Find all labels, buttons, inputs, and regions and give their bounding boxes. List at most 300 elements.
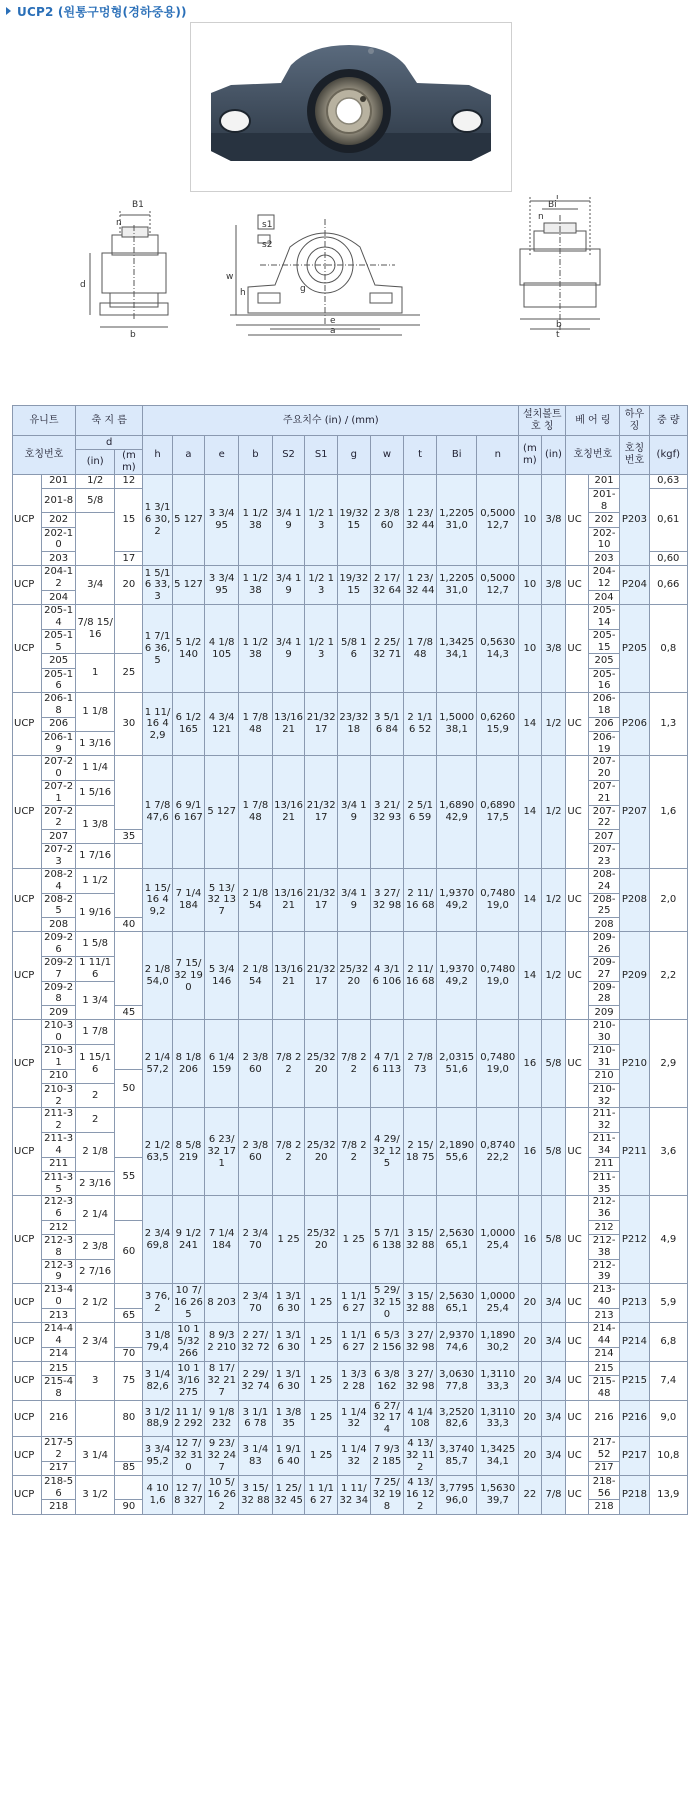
bearing-no: 207 [588,830,619,844]
shaft-d-in: 2 [75,1108,114,1133]
bolt-mm: 16 [519,1108,541,1196]
unit-no: 204-12 [42,566,76,591]
dim-w: 6 27/32 174 [370,1400,404,1436]
unit-no: 210 [42,1069,76,1083]
dim-b: 1 7/8 48 [239,756,273,869]
dim-w: 3 5/16 84 [370,693,404,756]
unit-prefix: UCP [13,1284,42,1323]
dim-bi: 3,7795 96,0 [436,1475,476,1514]
bolt-in: 3/8 [541,605,566,693]
bearing-no: 205-15 [588,629,619,654]
dim-s1: 21/32 17 [305,869,338,932]
dim-h: 3 1/4 82,6 [143,1361,172,1400]
shaft-d-mm: 25 [115,654,143,693]
dim-bi: 1,2205 31,0 [436,566,476,605]
dim-n: 0,5630 14,3 [477,605,519,693]
bolt-in: 5/8 [541,1196,566,1284]
bearing-no: 209-27 [588,957,619,982]
dim-w: 4 29/32 125 [370,1108,404,1196]
table-row [13,932,688,957]
bearing-prefix: UC [566,1361,588,1400]
bearing-no: 205 [588,654,619,668]
dim-e: 8 17/32 217 [205,1361,239,1400]
dim-s2: 1 25/32 45 [272,1475,305,1514]
housing-no: P205 [620,605,649,693]
page-title: UCP2 (원통구멍형(경하중용)) [17,4,187,19]
bearing-no: 207-23 [588,844,619,869]
shaft-d-in: 2 1/2 [75,1284,114,1323]
weight: 0,61 [649,488,687,551]
shaft-d-in: 1 5/8 [75,932,114,957]
dim-s2: 1 3/8 35 [272,1400,305,1436]
table-row [13,1437,688,1462]
shaft-d-mm: 40 [115,918,143,932]
bearing-no: 202-10 [588,527,619,552]
shaft-d-mm: 30 [115,693,143,756]
bearing-no: 212 [588,1220,619,1234]
unit-prefix: UCP [13,869,42,932]
dim-t: 2 5/16 59 [404,756,437,869]
bolt-in: 1/2 [541,932,566,1020]
shaft-d-in: 5/8 [75,488,114,513]
dim-b: 1 1/2 38 [239,566,273,605]
bearing-no: 202 [588,513,619,527]
shaft-d-in: 2 1/4 [75,1196,114,1235]
dim-g: 1 25 [337,1196,370,1284]
side-view-drawing [80,200,168,340]
shaft-d-in: 1 1/8 [75,693,114,732]
shaft-d-mm: 70 [115,1347,143,1361]
shaft-d-mm [115,932,143,1006]
dim-a: 12 7/32 310 [172,1437,205,1476]
bearing-prefix: UC [566,869,588,932]
header-e: e [205,436,239,475]
unit-no: 212-39 [42,1259,76,1284]
unit-no: 211 [42,1157,76,1171]
weight: 0,63 [649,474,687,488]
bolt-in: 3/8 [541,566,566,605]
housing-no: P217 [620,1437,649,1476]
dim-s2: 13/16 21 [272,932,305,1020]
table-row [13,869,688,894]
bearing-no: 212-39 [588,1259,619,1284]
unit-no: 213-40 [42,1284,76,1309]
dim-t: 2 11/16 68 [404,869,437,932]
dim-g: 5/8 16 [337,605,370,693]
bolt-mm: 10 [519,474,541,566]
dim-e: 7 1/4 184 [205,1196,239,1284]
dim-a: 10 15/32 266 [172,1323,205,1362]
dim-s2: 3/4 19 [272,474,305,566]
weight: 2,0 [649,869,687,932]
dim-g: 3/4 19 [337,756,370,869]
bolt-mm: 14 [519,869,541,932]
dim-a: 5 127 [172,566,205,605]
dim-a: 9 1/2 241 [172,1196,205,1284]
table-row [13,1284,688,1309]
shaft-d-in: 1 9/16 [75,893,114,932]
shaft-d-in: 3/4 [75,566,114,605]
bearing-no: 207-22 [588,805,619,830]
unit-no: 202 [42,513,76,527]
dim-s1: 1 25 [305,1437,338,1476]
bearing-no: 203 [588,552,619,566]
bolt-mm: 22 [519,1475,541,1514]
shaft-d-mm [115,1437,143,1462]
bearing-no: 201 [588,474,619,488]
header-unit-no: 호칭번호 [13,436,76,475]
dim-t: 2 11/16 68 [404,932,437,1020]
shaft-d-mm: 55 [115,1157,143,1196]
header-bolt-in: (in) [541,436,566,475]
dim-s2: 1 3/16 30 [272,1284,305,1323]
unit-no: 204 [42,590,76,604]
dim-g: 1 1/4 32 [337,1437,370,1476]
dim-w: 4 3/16 106 [370,932,404,1020]
dim-bi: 3,0630 77,8 [436,1361,476,1400]
housing-no: P215 [620,1361,649,1400]
dim-b: 3 15/32 88 [239,1475,273,1514]
unit-prefix: UCP [13,1323,42,1362]
shaft-d-in [75,1400,114,1436]
dim-bi: 1,9370 49,2 [436,932,476,1020]
dim-b: 2 1/8 54 [239,869,273,932]
dim-e: 6 23/32 171 [205,1108,239,1196]
dim-s1: 21/32 17 [305,693,338,756]
label-w: w [226,272,234,282]
bearing-no: 213 [588,1308,619,1322]
shaft-d-mm: 15 [115,488,143,551]
unit-no: 207 [42,830,76,844]
header-d: d [75,436,142,450]
dim-bi: 2,9370 74,6 [436,1323,476,1362]
bearing-prefix: UC [566,1323,588,1362]
bearing-no: 206-19 [588,731,619,756]
shaft-d-mm: 75 [115,1361,143,1400]
dim-s1: 1 25 [305,1361,338,1400]
dim-a: 8 1/8 206 [172,1020,205,1108]
dim-bi: 3,3740 85,7 [436,1437,476,1476]
housing-no: P210 [620,1020,649,1108]
unit-no: 208-25 [42,893,76,918]
header-d-in: (in) [75,450,114,475]
dim-b: 2 3/4 70 [239,1196,273,1284]
unit-prefix: UCP [13,1400,42,1436]
shaft-d-in: 2 3/8 [75,1235,114,1260]
bearing-no: 209-28 [588,981,619,1006]
dim-s1: 25/32 20 [305,1108,338,1196]
bearing-no: 214 [588,1347,619,1361]
header-a: a [172,436,205,475]
label-a: a [330,326,336,336]
bolt-mm: 14 [519,693,541,756]
bearing-prefix: UC [566,932,588,1020]
unit-no: 208 [42,918,76,932]
shaft-d-mm [115,1108,143,1157]
bearing-no: 211-32 [588,1108,619,1133]
dim-w: 7 25/32 198 [370,1475,404,1514]
shaft-d-in: 2 [75,1083,114,1108]
dim-b: 2 3/8 60 [239,1020,273,1108]
header-housing-no: 호칭 번호 [620,436,649,475]
bearing-prefix: UC [566,605,588,693]
unit-prefix: UCP [13,1108,42,1196]
bolt-in: 1/2 [541,756,566,869]
header-unit: 유니트 [13,406,76,436]
dim-s2: 13/16 21 [272,869,305,932]
weight: 3,6 [649,1108,687,1196]
dim-bi: 3,2520 82,6 [436,1400,476,1436]
bearing-prefix: UC [566,1284,588,1323]
bearing-no: 218 [588,1500,619,1514]
unit-no: 201 [42,474,76,488]
bearing-no: 208-25 [588,893,619,918]
unit-no: 203 [42,552,76,566]
bolt-in: 3/8 [541,474,566,566]
weight: 2,9 [649,1020,687,1108]
header-n: n [477,436,519,475]
dim-w: 6 5/32 156 [370,1323,404,1362]
shaft-d-mm: 65 [115,1308,143,1322]
shaft-d-in: 2 3/4 [75,1323,114,1362]
dim-t: 2 7/8 73 [404,1020,437,1108]
dim-n: 1,3110 33,3 [477,1361,519,1400]
unit-no: 205-15 [42,629,76,654]
table-row [13,756,688,781]
unit-no: 207-20 [42,756,76,781]
header-bolt-mm: (mm) [519,436,541,475]
label-n-end: n [538,212,544,222]
bolt-mm: 10 [519,605,541,693]
bolt-in: 5/8 [541,1020,566,1108]
unit-prefix: UCP [13,605,42,693]
unit-no: 211-34 [42,1132,76,1157]
unit-no: 212-36 [42,1196,76,1221]
dim-g: 19/32 15 [337,566,370,605]
unit-no: 212-38 [42,1235,76,1260]
end-view-drawing [520,195,600,340]
dim-s2: 1 3/16 30 [272,1323,305,1362]
unit-prefix: UCP [13,566,42,605]
header-s2: S2 [272,436,305,475]
dim-g: 25/32 20 [337,932,370,1020]
bolt-in: 1/2 [541,869,566,932]
housing-no: P207 [620,756,649,869]
header-bearing: 베 어 링 [566,406,620,436]
unit-prefix: UCP [13,693,42,756]
bolt-in: 3/4 [541,1437,566,1476]
dim-bi: 2,0315 51,6 [436,1020,476,1108]
table-row [13,1323,688,1348]
dim-g: 1 11/32 34 [337,1475,370,1514]
dim-a: 8 5/8 219 [172,1108,205,1196]
housing-no: P208 [620,869,649,932]
unit-no: 201-8 [42,488,76,513]
dim-n: 0,8740 22,2 [477,1108,519,1196]
header-b: b [239,436,273,475]
dim-h: 2 1/8 54,0 [143,932,172,1020]
unit-no: 217-52 [42,1437,76,1462]
header-t: t [404,436,437,475]
shaft-d-mm: 17 [115,552,143,566]
header-shaft: 축 지 름 [75,406,142,436]
dim-n: 1,0000 25,4 [477,1284,519,1323]
table-row [13,1020,688,1045]
dim-a: 7 15/32 190 [172,932,205,1020]
dim-s2: 1 25 [272,1196,305,1284]
shaft-d-mm: 80 [115,1400,143,1436]
dim-w: 5 29/32 150 [370,1284,404,1323]
product-photo [190,22,512,192]
bolt-in: 5/8 [541,1108,566,1196]
weight: 7,4 [649,1361,687,1400]
shaft-d-in: 3 1/2 [75,1475,114,1514]
dim-n: 0,5000 12,7 [477,474,519,566]
bearing-prefix: UC [566,566,588,605]
unit-no: 209 [42,1006,76,1020]
dim-s2: 1 9/16 40 [272,1437,305,1476]
label-l: l [556,195,559,202]
dim-h: 1 11/16 42,9 [143,693,172,756]
dim-h: 2 3/4 69,8 [143,1196,172,1284]
bearing-prefix: UC [566,1475,588,1514]
unit-no: 208-24 [42,869,76,894]
header-d-mm: (mm) [115,450,143,475]
dim-b: 1 1/2 38 [239,605,273,693]
bearing-no: 207-20 [588,756,619,781]
unit-no: 202-10 [42,527,76,552]
dim-n: 0,5000 12,7 [477,566,519,605]
weight: 9,0 [649,1400,687,1436]
dim-b: 1 7/8 48 [239,693,273,756]
label-b-end: b [556,320,562,330]
bolt-mm: 14 [519,756,541,869]
dim-s1: 21/32 17 [305,932,338,1020]
dim-e: 9 23/32 247 [205,1437,239,1476]
bolt-mm: 20 [519,1284,541,1323]
unit-no: 218 [42,1500,76,1514]
shaft-d-in: 3 1/4 [75,1437,114,1476]
table-row [13,566,688,591]
shaft-d-in: 1 5/16 [75,781,114,806]
dim-h: 3 1/2 88,9 [143,1400,172,1436]
bolt-in: 7/8 [541,1475,566,1514]
unit-prefix: UCP [13,1437,42,1476]
housing-no: P211 [620,1108,649,1196]
shaft-d-mm: 12 [115,474,143,488]
bearing-no: 212-36 [588,1196,619,1221]
unit-no: 215 [42,1361,76,1375]
dim-t: 1 23/32 44 [404,566,437,605]
dim-e: 9 1/8 232 [205,1400,239,1436]
weight: 1,6 [649,756,687,869]
bearing-no: 209-26 [588,932,619,957]
unit-no: 207-23 [42,844,76,869]
bearing-prefix: UC [566,1400,588,1436]
weight: 6,8 [649,1323,687,1362]
dim-g: 7/8 22 [337,1020,370,1108]
unit-no: 211-32 [42,1108,76,1133]
dim-a: 7 1/4 184 [172,869,205,932]
label-s1: s1 [262,220,273,230]
bolt-in: 3/4 [541,1400,566,1436]
table-row [13,693,688,718]
dim-t: 3 15/32 88 [404,1284,437,1323]
housing-no: P216 [620,1400,649,1436]
header-bolt: 설치볼트 호 칭 [519,406,566,436]
header-housing: 하우징 [620,406,649,436]
dim-g: 1 1/16 27 [337,1284,370,1323]
shaft-d-mm [115,756,143,830]
bearing-no: 210-30 [588,1020,619,1045]
header-dims: 주요치수 (in) / (mm) [143,406,519,436]
shaft-d-in: 1 15/16 [75,1044,114,1083]
dim-s1: 1 1/16 27 [305,1475,338,1514]
dim-s1: 1 25 [305,1400,338,1436]
dim-h: 1 5/16 33,3 [143,566,172,605]
dim-n: 1,1890 30,2 [477,1323,519,1362]
dim-h: 1 3/16 30,2 [143,474,172,566]
dim-e: 3 3/4 95 [205,474,239,566]
dim-t: 1 23/32 44 [404,474,437,566]
dim-h: 3 1/8 79,4 [143,1323,172,1362]
dim-t: 4 13/16 122 [404,1475,437,1514]
bearing-prefix: UC [566,693,588,756]
bearing-prefix: UC [566,756,588,869]
technical-drawings [0,195,700,395]
unit-no: 213 [42,1308,76,1322]
housing-no: P203 [620,474,649,566]
bearing-prefix: UC [566,1196,588,1284]
weight: 5,9 [649,1284,687,1323]
shaft-d-in: 1 1/4 [75,756,114,781]
shaft-d-in: 1/2 [75,474,114,488]
bearing-prefix: UC [566,1020,588,1108]
shaft-d-in: 1 7/8 [75,1020,114,1045]
housing-no: P206 [620,693,649,756]
dim-n: 1,3425 34,1 [477,1437,519,1476]
unit-no: 206-18 [42,693,76,718]
dim-bi: 2,5630 65,1 [436,1196,476,1284]
table-row [13,1361,688,1375]
bolt-in: 3/4 [541,1284,566,1323]
dim-t: 2 15/18 75 [404,1108,437,1196]
dim-w: 5 7/16 138 [370,1196,404,1284]
dim-b: 1 1/2 38 [239,474,273,566]
weight: 10,8 [649,1437,687,1476]
dim-a: 11 1/2 292 [172,1400,205,1436]
unit-no: 207-22 [42,805,76,830]
spec-table [12,405,688,1515]
dim-e: 8 9/32 210 [205,1323,239,1362]
dim-a: 10 13/16 275 [172,1361,205,1400]
dim-bi: 1,6890 42,9 [436,756,476,869]
dim-a: 10 7/16 265 [172,1284,205,1323]
bearing-no: 211 [588,1157,619,1171]
dim-e: 4 3/4 121 [205,693,239,756]
dim-e: 8 203 [205,1284,239,1323]
shaft-d-in: 2 1/8 [75,1132,114,1171]
dim-h: 3 76,2 [143,1284,172,1323]
bearing-no: 211-35 [588,1171,619,1196]
shaft-d-mm: 90 [115,1500,143,1514]
unit-no: 207-21 [42,781,76,806]
unit-no: 218-56 [42,1475,76,1500]
weight: 1,3 [649,693,687,756]
dim-w: 6 3/8 162 [370,1361,404,1400]
dim-e: 5 3/4 146 [205,932,239,1020]
shaft-d-in: 1 11/16 [75,957,114,982]
